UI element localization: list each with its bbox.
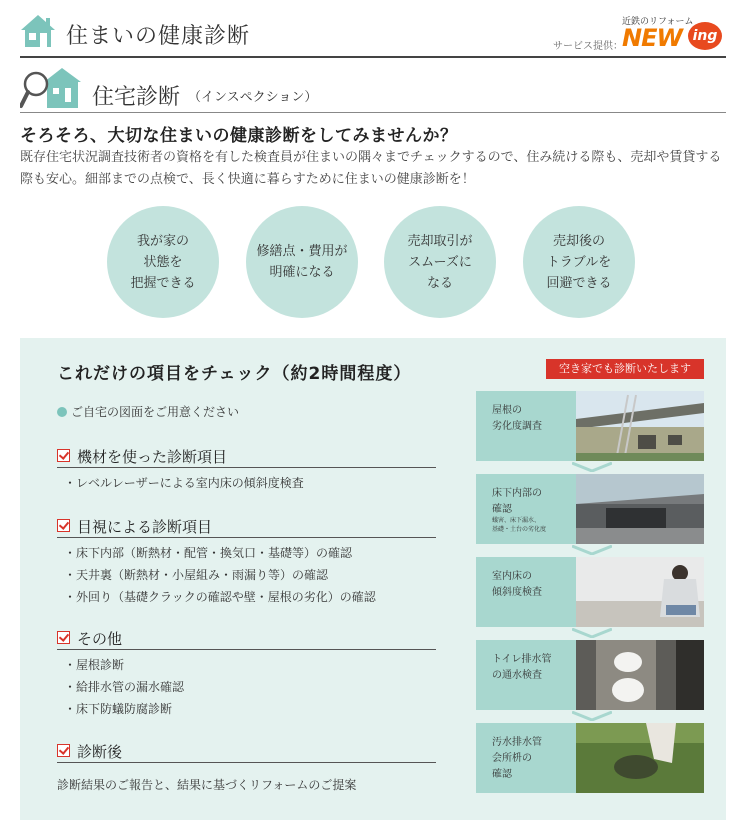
checkbox-icon: [57, 449, 70, 462]
photo-label: 汚水排水管 会所枡の 確認: [476, 723, 576, 793]
toilet-drain-photo: [576, 640, 704, 710]
checkbox-icon: [57, 631, 70, 644]
sewer-pit-photo: [576, 723, 704, 793]
underfloor-photo: [576, 474, 704, 544]
chevron-down-icon: [572, 545, 612, 555]
check-item: ・レベルレーザーによる室内床の傾斜度検査: [64, 476, 304, 490]
category-heading-equipment: [57, 446, 436, 468]
logo-badge: ing: [688, 22, 722, 50]
photo-label: 室内床の 傾斜度検査: [476, 557, 576, 627]
photo-label: 屋根の 劣化度調査: [476, 391, 576, 461]
newing-logo: [622, 14, 728, 50]
photo-row-floor-tilt: [476, 557, 704, 627]
check-item: ・床下内部（断熱材・配管・換気口・基礎等）の確認: [64, 546, 353, 560]
house-icon: [20, 14, 56, 48]
category-label: 目視による診断項目: [77, 518, 213, 536]
page-title: 住まいの健康診断: [66, 24, 251, 49]
header-divider: [20, 56, 726, 58]
check-item: ・天井裏（断熱材・小屋組み・雨漏り等）の確認: [64, 568, 329, 582]
photo-label: 床下内部の 確認: [476, 474, 576, 544]
photo-label-note: 蟻害、床下漏水、 基礎・土台の劣化度: [492, 517, 547, 533]
section-divider: [20, 112, 726, 113]
section-description: 既存住宅状況調査技術者の資格を有した検査員が住まいの隅々までチェックするので、住み続ける際も、売却や賃貸する際も安心。細部までの点検で、長く快適に暮らすために住まいの健康診断を！: [20, 150, 722, 187]
benefit-circle: 売却取引が スムーズに なる: [384, 206, 496, 318]
photo-row-roof: [476, 391, 704, 461]
category-label: 機材を使った診断項目: [77, 448, 228, 466]
check-panel-title: これだけの項目をチェック（約2時間程度）: [57, 364, 412, 384]
check-item: ・床下防蟻防腐診断: [64, 702, 173, 716]
provider-label: サービス提供：: [553, 41, 623, 52]
photo-row-underfloor: [476, 474, 704, 544]
section-title-paren: （インスペクション）: [188, 90, 318, 105]
checkbox-icon: [57, 744, 70, 757]
check-item: ・給排水管の漏水確認: [64, 680, 185, 694]
checkbox-icon: [57, 519, 70, 532]
floor-tilt-photo: [576, 557, 704, 627]
chevron-down-icon: [572, 711, 612, 721]
prep-note-text: ご自宅の図面をご用意ください: [71, 405, 240, 419]
benefit-circle: 修繕点・費用が 明確になる: [246, 206, 358, 318]
photo-row-sewer: [476, 723, 704, 793]
check-item: ・屋根診断: [64, 658, 125, 672]
photo-label: トイレ排水管 の通水検査: [476, 640, 576, 710]
photo-row-toilet: [476, 640, 704, 710]
roof-inspection-photo: [576, 391, 704, 461]
category-label: その他: [77, 630, 123, 648]
chevron-down-icon: [572, 628, 612, 638]
conclusion-text: 診断結果のご報告と、結果に基づくリフォームのご提案: [57, 778, 357, 792]
category-heading-visual: [57, 516, 436, 538]
check-item: ・外回り（基礎クラックの確認や壁・屋根の劣化）の確認: [64, 590, 376, 604]
category-heading-after: [57, 741, 436, 763]
benefit-circle: 売却後の トラブルを 回避できる: [523, 206, 635, 318]
lead-heading: そろそろ、大切な住まいの健康診断をしてみませんか？: [20, 126, 458, 146]
benefit-circle: 我が家の 状態を 把握できる: [107, 206, 219, 318]
bullet-dot-icon: [57, 407, 67, 417]
category-heading-other: [57, 628, 436, 650]
logo-main-text: NEW: [622, 24, 682, 52]
chevron-down-icon: [572, 462, 612, 472]
page-header: [0, 0, 746, 60]
inspection-magnifier-icon: [20, 66, 82, 110]
logo-top-text: 近鉄のリフォーム: [622, 17, 694, 27]
vacant-house-badge: 空き家でも診断いたします: [546, 359, 704, 379]
section-title: 住宅診断: [92, 85, 181, 110]
category-label: 診断後: [77, 743, 123, 761]
prep-note: [57, 403, 239, 420]
